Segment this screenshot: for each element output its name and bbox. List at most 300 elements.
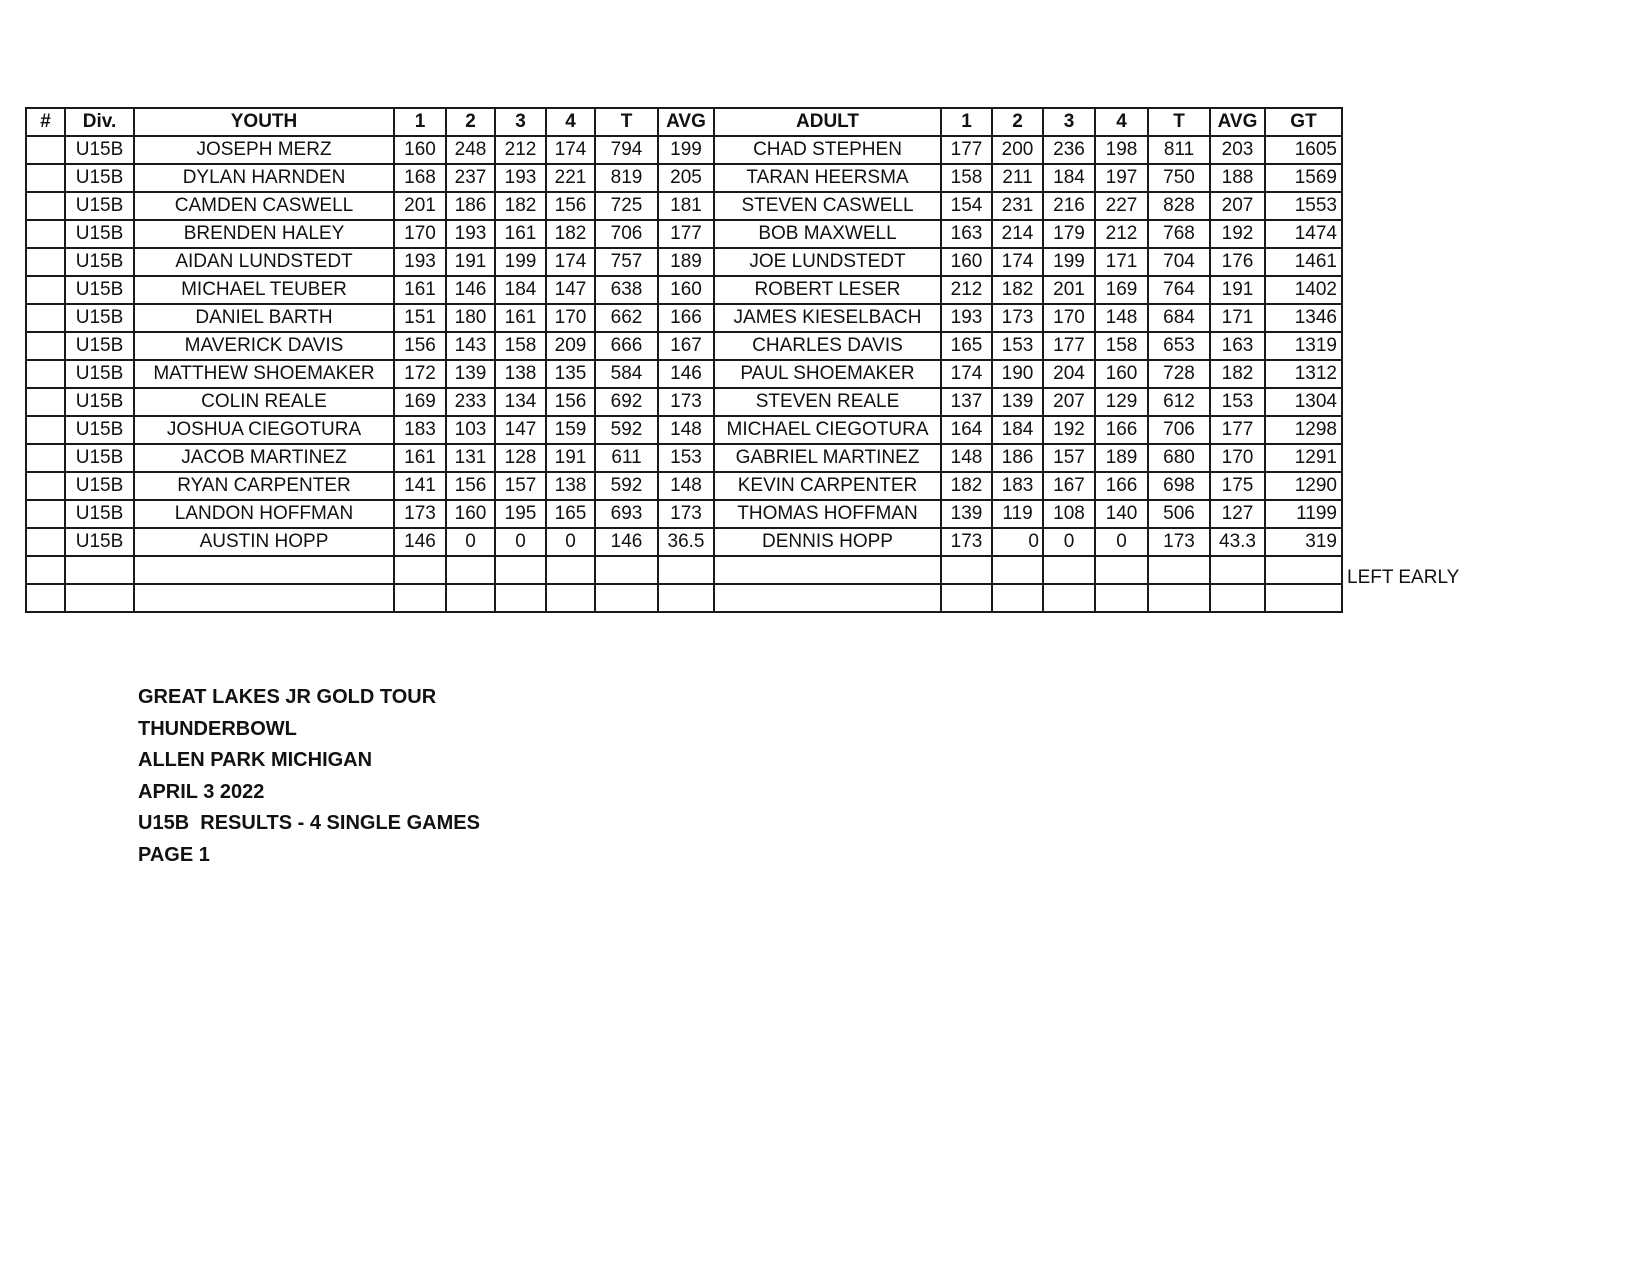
- cell-grand-total: 1569: [1265, 164, 1342, 192]
- cell-youth-name: MAVERICK DAVIS: [134, 332, 394, 360]
- table-row: [26, 276, 1342, 304]
- cell-adult-game-3: 207: [1043, 388, 1095, 416]
- cell-division: U15B: [65, 360, 134, 388]
- cell-youth-average: 177: [658, 220, 714, 248]
- cell-adult-name: KEVIN CARPENTER: [714, 472, 941, 500]
- cell-youth-name: MICHAEL TEUBER: [134, 276, 394, 304]
- cell-adult-total: [1148, 584, 1210, 612]
- cell-adult-game-1: 173: [941, 528, 992, 556]
- cell-youth-average: [658, 584, 714, 612]
- cell-adult-name: JAMES KIESELBACH: [714, 304, 941, 332]
- table-row: [26, 416, 1342, 444]
- cell-youth-average: 189: [658, 248, 714, 276]
- cell-youth-game-4: 221: [546, 164, 595, 192]
- cell-division: U15B: [65, 388, 134, 416]
- cell-adult-game-3: 157: [1043, 444, 1095, 472]
- cell-adult-average: 192: [1210, 220, 1265, 248]
- cell-youth-game-4: 0: [546, 528, 595, 556]
- cell-adult-name: STEVEN CASWELL: [714, 192, 941, 220]
- cell-division: [65, 584, 134, 612]
- cell-adult-name: THOMAS HOFFMAN: [714, 500, 941, 528]
- location: ALLEN PARK MICHIGAN: [138, 749, 373, 772]
- cell-youth-game-2: 146: [446, 276, 495, 304]
- table-row: [26, 332, 1342, 360]
- cell-youth-game-3: 134: [495, 388, 546, 416]
- cell-adult-game-3: 236: [1043, 136, 1095, 164]
- cell-youth-average: 148: [658, 472, 714, 500]
- cell-adult-game-2: 0: [992, 528, 1043, 556]
- cell-youth-name: BRENDEN HALEY: [134, 220, 394, 248]
- cell-adult-game-2: 211: [992, 164, 1043, 192]
- cell-youth-name: RYAN CARPENTER: [134, 472, 394, 500]
- cell-youth-game-2: 156: [446, 472, 495, 500]
- cell-adult-game-3: 216: [1043, 192, 1095, 220]
- cell-youth-total: 692: [595, 388, 658, 416]
- cell-youth-game-4: 156: [546, 192, 595, 220]
- cell-adult-game-1: 182: [941, 472, 992, 500]
- cell-adult-total: 698: [1148, 472, 1210, 500]
- header-youth-game-1: 1: [394, 108, 446, 136]
- cell-adult-total: 828: [1148, 192, 1210, 220]
- cell-youth-game-4: 165: [546, 500, 595, 528]
- cell-youth-game-4: 170: [546, 304, 595, 332]
- cell-youth-game-4: 156: [546, 388, 595, 416]
- table-row: [26, 388, 1342, 416]
- cell-adult-average: 175: [1210, 472, 1265, 500]
- cell-adult-game-3: 108: [1043, 500, 1095, 528]
- cell-youth-name: LANDON HOFFMAN: [134, 500, 394, 528]
- cell-adult-name: [714, 556, 941, 584]
- cell-rank: [26, 332, 65, 360]
- cell-adult-game-4: [1095, 584, 1148, 612]
- cell-youth-average: 173: [658, 500, 714, 528]
- cell-adult-average: 191: [1210, 276, 1265, 304]
- table-row: [26, 444, 1342, 472]
- cell-youth-game-3: 199: [495, 248, 546, 276]
- cell-adult-game-2: 182: [992, 276, 1043, 304]
- cell-division: U15B: [65, 304, 134, 332]
- cell-adult-total: 612: [1148, 388, 1210, 416]
- cell-youth-game-2: 160: [446, 500, 495, 528]
- cell-youth-game-4: 135: [546, 360, 595, 388]
- cell-rank: [26, 360, 65, 388]
- table-row: [26, 304, 1342, 332]
- cell-adult-game-1: 158: [941, 164, 992, 192]
- cell-division: U15B: [65, 332, 134, 360]
- table-row: [26, 164, 1342, 192]
- cell-youth-game-4: 138: [546, 472, 595, 500]
- cell-adult-total: 728: [1148, 360, 1210, 388]
- cell-grand-total: 1402: [1265, 276, 1342, 304]
- cell-rank: [26, 556, 65, 584]
- cell-adult-total: 173: [1148, 528, 1210, 556]
- cell-youth-total: 146: [595, 528, 658, 556]
- cell-grand-total: 1199: [1265, 500, 1342, 528]
- cell-grand-total: 1290: [1265, 472, 1342, 500]
- cell-youth-game-1: 201: [394, 192, 446, 220]
- cell-grand-total: 1461: [1265, 248, 1342, 276]
- cell-adult-total: 704: [1148, 248, 1210, 276]
- cell-adult-average: 43.3: [1210, 528, 1265, 556]
- cell-youth-total: 706: [595, 220, 658, 248]
- cell-youth-game-3: 138: [495, 360, 546, 388]
- cell-adult-game-2: [992, 584, 1043, 612]
- cell-adult-game-1: 177: [941, 136, 992, 164]
- cell-adult-game-2: 174: [992, 248, 1043, 276]
- cell-division: U15B: [65, 500, 134, 528]
- cell-grand-total: [1265, 584, 1342, 612]
- cell-youth-average: 173: [658, 388, 714, 416]
- cell-division: U15B: [65, 220, 134, 248]
- cell-adult-game-1: 160: [941, 248, 992, 276]
- cell-adult-total: 706: [1148, 416, 1210, 444]
- cell-youth-game-2: 186: [446, 192, 495, 220]
- cell-adult-game-1: 137: [941, 388, 992, 416]
- cell-rank: [26, 192, 65, 220]
- cell-youth-game-1: 160: [394, 136, 446, 164]
- cell-youth-game-3: 0: [495, 528, 546, 556]
- cell-youth-game-3: 182: [495, 192, 546, 220]
- cell-adult-game-2: 119: [992, 500, 1043, 528]
- cell-youth-game-2: [446, 556, 495, 584]
- header-youth-game-4: 4: [546, 108, 595, 136]
- cell-youth-average: 153: [658, 444, 714, 472]
- cell-adult-average: 153: [1210, 388, 1265, 416]
- cell-adult-game-1: 193: [941, 304, 992, 332]
- cell-youth-total: 662: [595, 304, 658, 332]
- cell-adult-game-2: 200: [992, 136, 1043, 164]
- cell-youth-game-1: 173: [394, 500, 446, 528]
- cell-youth-total: 611: [595, 444, 658, 472]
- cell-youth-game-2: 233: [446, 388, 495, 416]
- cell-adult-average: [1210, 556, 1265, 584]
- cell-youth-game-2: 139: [446, 360, 495, 388]
- cell-youth-name: DANIEL BARTH: [134, 304, 394, 332]
- cell-adult-game-4: 227: [1095, 192, 1148, 220]
- cell-adult-average: 163: [1210, 332, 1265, 360]
- page-number: PAGE 1: [138, 843, 210, 866]
- cell-adult-average: 171: [1210, 304, 1265, 332]
- cell-adult-game-1: [941, 584, 992, 612]
- cell-adult-game-1: 212: [941, 276, 992, 304]
- cell-adult-game-4: 166: [1095, 416, 1148, 444]
- cell-adult-name: STEVEN REALE: [714, 388, 941, 416]
- cell-adult-game-3: 177: [1043, 332, 1095, 360]
- cell-youth-game-3: 158: [495, 332, 546, 360]
- cell-adult-game-1: 163: [941, 220, 992, 248]
- cell-adult-total: 764: [1148, 276, 1210, 304]
- cell-adult-game-1: 154: [941, 192, 992, 220]
- table-row: [26, 136, 1342, 164]
- cell-youth-name: JOSHUA CIEGOTURA: [134, 416, 394, 444]
- cell-youth-name: AIDAN LUNDSTEDT: [134, 248, 394, 276]
- cell-adult-game-2: 153: [992, 332, 1043, 360]
- venue-name: THUNDERBOWL: [138, 717, 297, 740]
- cell-adult-game-4: 148: [1095, 304, 1148, 332]
- table-row: [26, 500, 1342, 528]
- cell-adult-name: DENNIS HOPP: [714, 528, 941, 556]
- cell-grand-total: 1346: [1265, 304, 1342, 332]
- cell-adult-game-3: 199: [1043, 248, 1095, 276]
- cell-rank: [26, 500, 65, 528]
- cell-adult-game-2: 183: [992, 472, 1043, 500]
- cell-youth-average: [658, 556, 714, 584]
- cell-adult-game-1: 139: [941, 500, 992, 528]
- cell-adult-game-3: 167: [1043, 472, 1095, 500]
- cell-youth-average: 160: [658, 276, 714, 304]
- event-info: [138, 682, 480, 872]
- cell-adult-game-1: 174: [941, 360, 992, 388]
- cell-grand-total: 1304: [1265, 388, 1342, 416]
- table-row: [26, 584, 1342, 612]
- cell-adult-total: 768: [1148, 220, 1210, 248]
- cell-adult-game-4: [1095, 556, 1148, 584]
- cell-youth-game-2: 143: [446, 332, 495, 360]
- cell-adult-total: [1148, 556, 1210, 584]
- cell-youth-name: [134, 556, 394, 584]
- cell-adult-game-2: 190: [992, 360, 1043, 388]
- cell-adult-game-4: 189: [1095, 444, 1148, 472]
- cell-youth-average: 148: [658, 416, 714, 444]
- cell-adult-name: TARAN HEERSMA: [714, 164, 941, 192]
- cell-rank: [26, 304, 65, 332]
- cell-adult-game-2: 184: [992, 416, 1043, 444]
- cell-division: U15B: [65, 192, 134, 220]
- cell-youth-total: 638: [595, 276, 658, 304]
- cell-youth-total: 592: [595, 416, 658, 444]
- cell-grand-total: 1605: [1265, 136, 1342, 164]
- cell-youth-game-3: 161: [495, 304, 546, 332]
- cell-adult-game-4: 0: [1095, 528, 1148, 556]
- cell-division: U15B: [65, 136, 134, 164]
- cell-rank: [26, 248, 65, 276]
- cell-adult-total: 684: [1148, 304, 1210, 332]
- cell-youth-game-3: 128: [495, 444, 546, 472]
- cell-adult-game-2: 214: [992, 220, 1043, 248]
- cell-grand-total: 1291: [1265, 444, 1342, 472]
- cell-youth-total: [595, 584, 658, 612]
- results-title: U15B RESULTS - 4 SINGLE GAMES: [138, 812, 480, 835]
- cell-adult-total: 506: [1148, 500, 1210, 528]
- cell-division: U15B: [65, 416, 134, 444]
- cell-youth-name: AUSTIN HOPP: [134, 528, 394, 556]
- cell-adult-name: CHAD STEPHEN: [714, 136, 941, 164]
- cell-youth-total: 666: [595, 332, 658, 360]
- cell-adult-average: 170: [1210, 444, 1265, 472]
- header-youth-average: AVG: [658, 108, 714, 136]
- cell-youth-game-4: 174: [546, 136, 595, 164]
- cell-adult-game-1: 165: [941, 332, 992, 360]
- cell-adult-name: [714, 584, 941, 612]
- cell-youth-name: COLIN REALE: [134, 388, 394, 416]
- cell-adult-average: 207: [1210, 192, 1265, 220]
- cell-youth-game-2: 0: [446, 528, 495, 556]
- cell-youth-game-1: 183: [394, 416, 446, 444]
- cell-youth-game-1: 169: [394, 388, 446, 416]
- cell-division: U15B: [65, 164, 134, 192]
- cell-youth-game-1: 193: [394, 248, 446, 276]
- cell-division: [65, 556, 134, 584]
- cell-youth-game-2: 180: [446, 304, 495, 332]
- table-row: [26, 248, 1342, 276]
- cell-youth-average: 167: [658, 332, 714, 360]
- cell-youth-average: 199: [658, 136, 714, 164]
- table-body: [26, 136, 1342, 612]
- cell-adult-game-2: 231: [992, 192, 1043, 220]
- cell-youth-total: [595, 556, 658, 584]
- cell-youth-total: 757: [595, 248, 658, 276]
- cell-division: U15B: [65, 472, 134, 500]
- header-grand-total: GT: [1265, 108, 1342, 136]
- cell-rank: [26, 528, 65, 556]
- cell-adult-game-4: 198: [1095, 136, 1148, 164]
- cell-youth-name: JACOB MARTINEZ: [134, 444, 394, 472]
- cell-adult-game-4: 166: [1095, 472, 1148, 500]
- cell-rank: [26, 388, 65, 416]
- cell-grand-total: 1474: [1265, 220, 1342, 248]
- cell-youth-game-1: [394, 584, 446, 612]
- cell-adult-average: 127: [1210, 500, 1265, 528]
- tour-name: GREAT LAKES JR GOLD TOUR: [138, 686, 437, 708]
- cell-youth-total: 725: [595, 192, 658, 220]
- table-row: [26, 528, 1342, 556]
- cell-adult-name: BOB MAXWELL: [714, 220, 941, 248]
- cell-adult-name: ROBERT LESER: [714, 276, 941, 304]
- cell-youth-game-1: 161: [394, 276, 446, 304]
- cell-youth-game-3: [495, 556, 546, 584]
- table-row: [26, 472, 1342, 500]
- cell-rank: [26, 164, 65, 192]
- cell-youth-game-4: 182: [546, 220, 595, 248]
- cell-adult-game-3: [1043, 584, 1095, 612]
- cell-youth-game-4: 159: [546, 416, 595, 444]
- cell-youth-game-2: 193: [446, 220, 495, 248]
- cell-youth-game-4: [546, 556, 595, 584]
- cell-adult-game-1: 164: [941, 416, 992, 444]
- cell-adult-game-4: 158: [1095, 332, 1148, 360]
- table-row: [26, 360, 1342, 388]
- cell-adult-game-4: 212: [1095, 220, 1148, 248]
- cell-youth-game-1: 168: [394, 164, 446, 192]
- cell-youth-game-3: 147: [495, 416, 546, 444]
- cell-youth-total: 592: [595, 472, 658, 500]
- header-adult-name: ADULT: [714, 108, 941, 136]
- cell-youth-total: 819: [595, 164, 658, 192]
- cell-youth-average: 181: [658, 192, 714, 220]
- cell-adult-game-4: 129: [1095, 388, 1148, 416]
- cell-adult-average: 203: [1210, 136, 1265, 164]
- cell-youth-game-1: 156: [394, 332, 446, 360]
- cell-rank: [26, 220, 65, 248]
- cell-youth-game-3: 212: [495, 136, 546, 164]
- cell-youth-game-3: 157: [495, 472, 546, 500]
- cell-adult-game-2: 186: [992, 444, 1043, 472]
- header-adult-total: T: [1148, 108, 1210, 136]
- cell-adult-total: 653: [1148, 332, 1210, 360]
- cell-youth-average: 146: [658, 360, 714, 388]
- cell-grand-total: 1298: [1265, 416, 1342, 444]
- cell-adult-average: [1210, 584, 1265, 612]
- results-table: [25, 107, 1343, 613]
- cell-adult-game-3: 201: [1043, 276, 1095, 304]
- header-rank: #: [26, 108, 65, 136]
- cell-adult-total: 811: [1148, 136, 1210, 164]
- cell-adult-game-4: 197: [1095, 164, 1148, 192]
- cell-adult-average: 176: [1210, 248, 1265, 276]
- cell-adult-game-3: 184: [1043, 164, 1095, 192]
- cell-adult-game-4: 160: [1095, 360, 1148, 388]
- cell-grand-total: 1312: [1265, 360, 1342, 388]
- cell-youth-game-3: 195: [495, 500, 546, 528]
- cell-youth-game-3: 184: [495, 276, 546, 304]
- cell-adult-game-2: [992, 556, 1043, 584]
- cell-adult-game-3: 0: [1043, 528, 1095, 556]
- cell-adult-game-3: 204: [1043, 360, 1095, 388]
- table-row: [26, 220, 1342, 248]
- header-youth-game-2: 2: [446, 108, 495, 136]
- cell-adult-game-3: 192: [1043, 416, 1095, 444]
- table-row: [26, 192, 1342, 220]
- cell-youth-game-2: 191: [446, 248, 495, 276]
- cell-adult-game-1: 148: [941, 444, 992, 472]
- cell-youth-game-1: [394, 556, 446, 584]
- cell-youth-game-3: 161: [495, 220, 546, 248]
- cell-adult-game-2: 173: [992, 304, 1043, 332]
- cell-youth-name: CAMDEN CASWELL: [134, 192, 394, 220]
- cell-adult-name: PAUL SHOEMAKER: [714, 360, 941, 388]
- cell-adult-name: CHARLES DAVIS: [714, 332, 941, 360]
- cell-youth-game-1: 172: [394, 360, 446, 388]
- cell-grand-total: 1553: [1265, 192, 1342, 220]
- cell-adult-average: 177: [1210, 416, 1265, 444]
- cell-youth-game-4: 147: [546, 276, 595, 304]
- cell-rank: [26, 584, 65, 612]
- cell-rank: [26, 276, 65, 304]
- cell-adult-game-1: [941, 556, 992, 584]
- cell-division: U15B: [65, 276, 134, 304]
- cell-youth-game-4: 174: [546, 248, 595, 276]
- cell-youth-game-1: 151: [394, 304, 446, 332]
- cell-youth-total: 584: [595, 360, 658, 388]
- cell-youth-game-1: 170: [394, 220, 446, 248]
- cell-adult-name: MICHAEL CIEGOTURA: [714, 416, 941, 444]
- cell-adult-game-4: 169: [1095, 276, 1148, 304]
- table-header-row: [26, 108, 1342, 136]
- cell-youth-game-2: 103: [446, 416, 495, 444]
- header-division: Div.: [65, 108, 134, 136]
- cell-youth-game-2: 131: [446, 444, 495, 472]
- cell-adult-game-3: [1043, 556, 1095, 584]
- cell-adult-game-3: 170: [1043, 304, 1095, 332]
- cell-youth-game-2: 248: [446, 136, 495, 164]
- cell-youth-game-4: 191: [546, 444, 595, 472]
- cell-division: U15B: [65, 528, 134, 556]
- cell-adult-name: JOE LUNDSTEDT: [714, 248, 941, 276]
- cell-rank: [26, 136, 65, 164]
- cell-youth-average: 166: [658, 304, 714, 332]
- cell-rank: [26, 472, 65, 500]
- table-row: [26, 556, 1342, 584]
- header-adult-game-2: 2: [992, 108, 1043, 136]
- cell-adult-game-4: 171: [1095, 248, 1148, 276]
- cell-youth-name: [134, 584, 394, 612]
- cell-youth-game-3: [495, 584, 546, 612]
- cell-rank: [26, 444, 65, 472]
- header-youth-name: YOUTH: [134, 108, 394, 136]
- cell-adult-name: GABRIEL MARTINEZ: [714, 444, 941, 472]
- cell-adult-average: 188: [1210, 164, 1265, 192]
- cell-adult-game-3: 179: [1043, 220, 1095, 248]
